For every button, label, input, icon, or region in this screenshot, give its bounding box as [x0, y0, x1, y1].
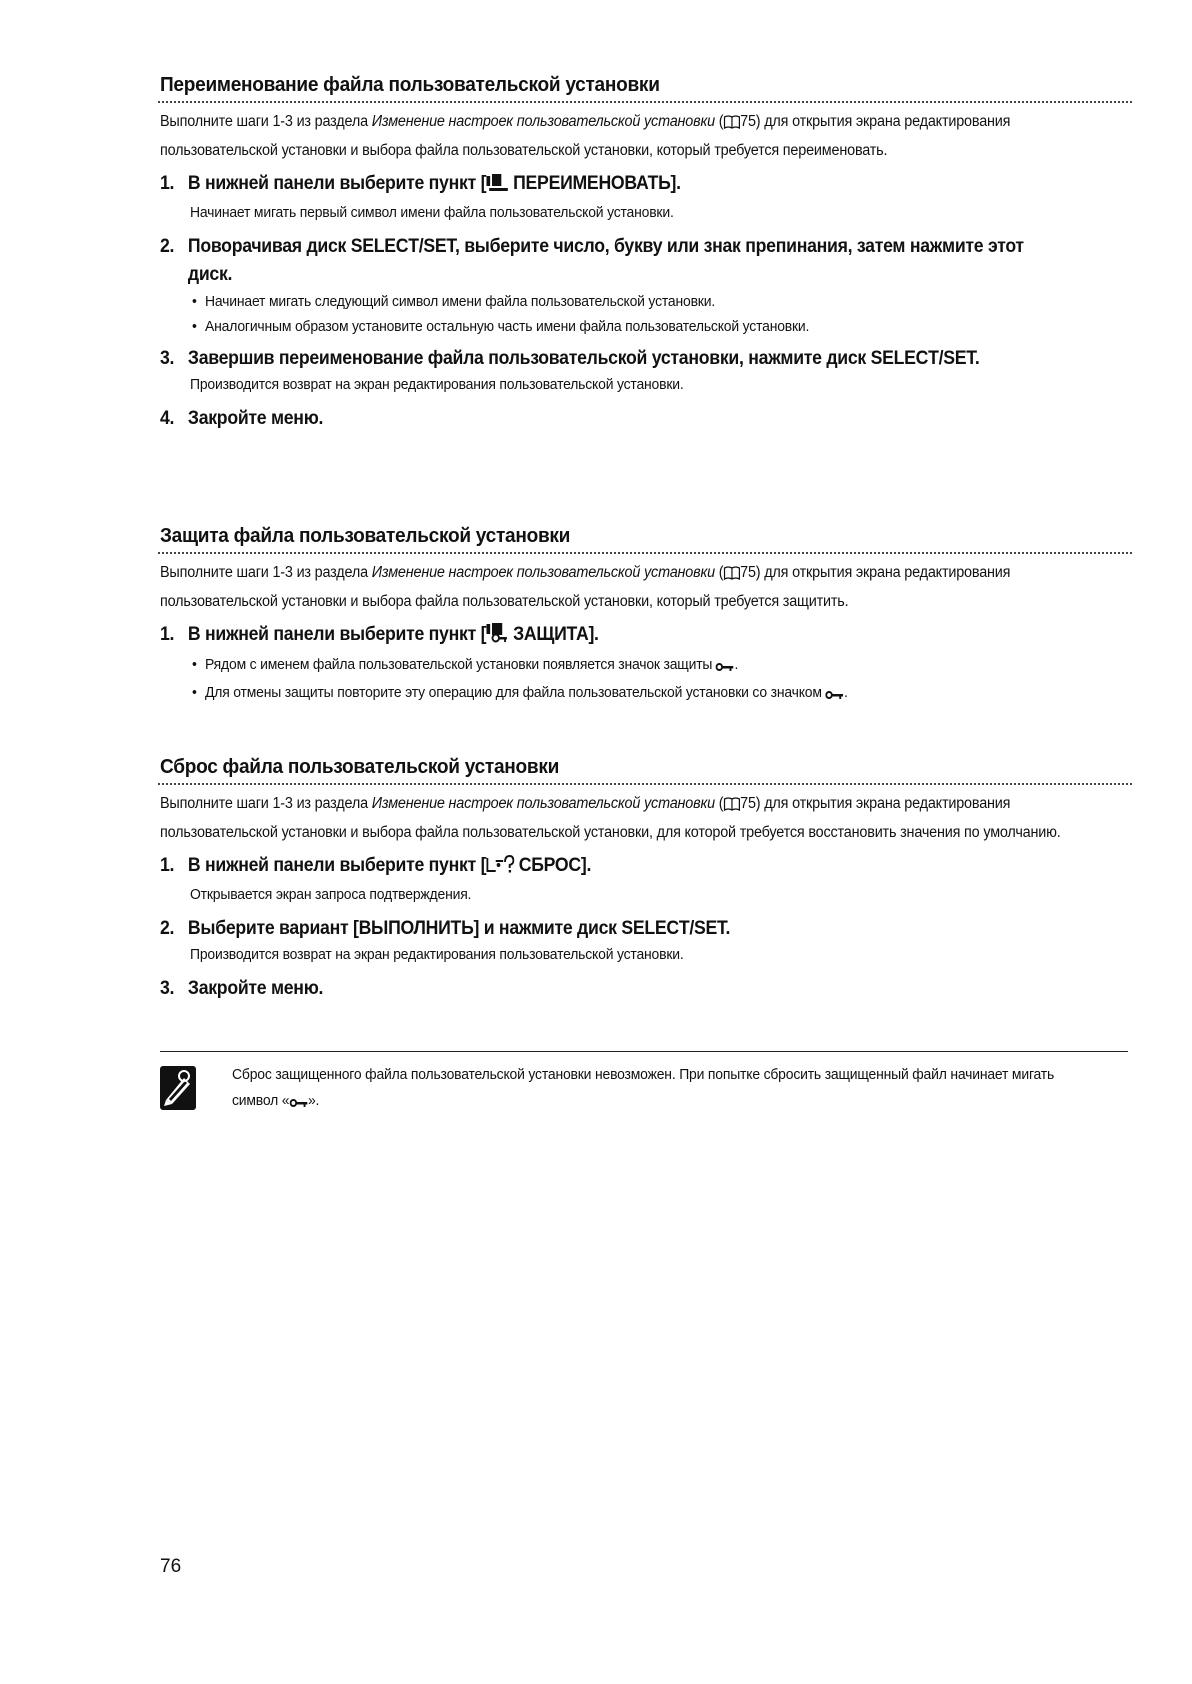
title-divider — [158, 552, 1132, 554]
title-divider — [158, 101, 1132, 103]
protect-icon — [486, 623, 508, 652]
protect-bullet: • Для отмены защиты повторите эту операцию для файла пользовательской установки со значком . — [192, 680, 1122, 708]
note-text: Сброс защищенного файла пользовательской установки невозможен. При попытке сбросить защищенный файл начинает мигать символ « ». — [232, 1062, 1069, 1117]
rename-step-1: 1. В нижней панели выберите пункт [ ПЕРЕИМЕНОВАТЬ]. — [160, 170, 1127, 201]
page-number: 76 — [160, 1556, 182, 1577]
book-icon — [723, 112, 740, 138]
protect-title: Защита файла пользовательской установки — [160, 524, 571, 547]
reset-step-1: 1. В нижней панели выберите пункт [ СБРОС]. — [160, 852, 1127, 883]
rename-step-3: 3. Завершив переименование файла пользовательской установки, нажмите диск SELECT/SET. — [160, 348, 980, 369]
note-pencil-icon — [160, 1066, 196, 1110]
reset-step-1-desc: Открывается экран запроса подтверждения. — [190, 886, 472, 903]
book-icon — [723, 794, 740, 820]
rename-step-2-bullet: • Начинает мигать следующий символ имени файла пользовательской установки. — [192, 289, 1122, 314]
protect-intro: Выполните шаги 1-3 из раздела Изменение настроек пользовательской установки ( 75) для открытия экрана редактирования пользовательской установки и выбора файла пользовательской установки, который требуется защитить. — [160, 564, 1011, 610]
reset-icon — [486, 854, 514, 883]
protect-step-1: 1. В нижней панели выберите пункт [ ЗАЩИТА]. — [160, 621, 1127, 652]
title-divider — [158, 783, 1132, 785]
rename-step-2: 2. Поворачивая диск SELECT/SET, выберите число, букву или знак препинания, затем нажмите этот диск. — [160, 236, 1024, 285]
reset-step-3: 3. Закройте меню. — [160, 978, 324, 999]
rename-intro: Выполните шаги 1-3 из раздела Изменение настроек пользовательской установки ( 75) для открытия экрана редактирования пользовательской установки и выбора файла пользовательской установки, который требуется переименовать. — [160, 113, 1011, 159]
rename-step-2-bullet: • Аналогичным образом установите остальную часть имени файла пользовательской установки. — [192, 314, 1122, 339]
key-icon — [716, 655, 735, 680]
reset-title: Сброс файла пользовательской установки — [160, 755, 560, 778]
key-icon — [289, 1091, 308, 1117]
protect-section — [160, 523, 1130, 714]
rename-section — [160, 72, 1130, 433]
rename-step-4: 4. Закройте меню. — [160, 408, 324, 429]
protect-bullet: • Рядом с именем файла пользовательской установки появляется значок защиты . — [192, 652, 1122, 680]
rename-title: Переименование файла пользовательской установки — [160, 73, 660, 96]
note-divider — [160, 1051, 1128, 1052]
reset-section — [160, 754, 1130, 1003]
rename-step-3-desc: Производится возврат на экран редактирования пользовательской установки. — [190, 376, 684, 393]
reset-step-2-desc: Производится возврат на экран редактирования пользовательской установки. — [190, 946, 684, 963]
book-icon — [723, 563, 740, 589]
reset-step-2: 2. Выберите вариант [ВЫПОЛНИТЬ] и нажмите диск SELECT/SET. — [160, 918, 731, 939]
reset-intro: Выполните шаги 1-3 из раздела Изменение настроек пользовательской установки ( 75) для открытия экрана редактирования пользовательской установки и выбора файла пользовательской установки, для которой требуется восстановить значения по умолчанию. — [160, 795, 1061, 841]
key-icon — [825, 683, 844, 708]
rename-icon — [486, 173, 508, 201]
rename-step-1-desc: Начинает мигать первый символ имени файла пользовательской установки. — [190, 204, 674, 221]
